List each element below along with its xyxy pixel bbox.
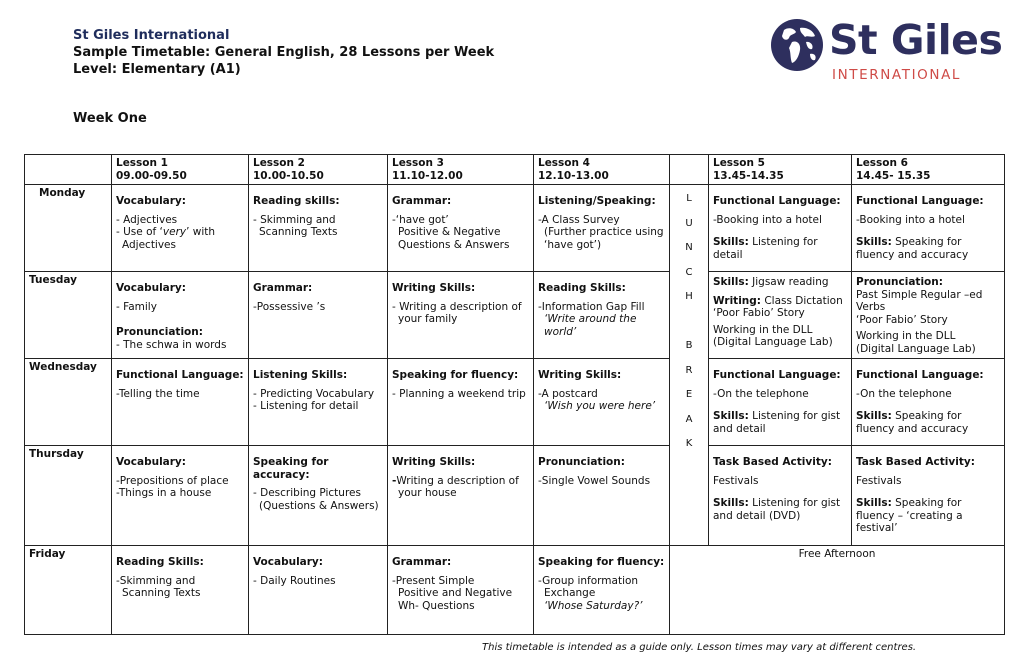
lesson-cell: Grammar: -‘have got’ Positive & Negative Questions & Answers bbox=[388, 185, 534, 272]
lesson-cell: Functional Language: -On the telephone Skills: Speaking for fluency and accuracy bbox=[852, 359, 1005, 446]
lesson-header: Lesson 3 11.10-12.00 bbox=[388, 155, 534, 185]
lesson-cell: Grammar: -Present Simple Positive and Negative Wh- Questions bbox=[388, 546, 534, 635]
lesson-header: Lesson 4 12.10-13.00 bbox=[534, 155, 670, 185]
lesson-header: Lesson 1 09.00-09.50 bbox=[112, 155, 249, 185]
table-row bbox=[25, 446, 1005, 546]
lesson-cell: Listening/Speaking: -A Class Survey (Further practice using ‘have got’) bbox=[534, 185, 670, 272]
lesson-cell: Vocabulary: -Prepositions of place -Things in a house bbox=[112, 446, 249, 546]
lesson-cell: Vocabulary: - Daily Routines bbox=[249, 546, 388, 635]
lesson-cell: Skills: Jigsaw reading Writing: Class Dictation ‘Poor Fabio’ Story Working in the DLL (Digital Language Lab) bbox=[709, 272, 852, 359]
logo-wordmark: St Giles bbox=[829, 16, 1003, 64]
lesson-cell: Writing Skills: -Writing a description of your house bbox=[388, 446, 534, 546]
lesson-cell: Writing Skills: - Writing a description of your family bbox=[388, 272, 534, 359]
lesson-header: Lesson 6 14.45- 15.35 bbox=[852, 155, 1005, 185]
level-label: Level: Elementary (A1) bbox=[73, 62, 241, 77]
lesson-cell: Vocabulary: - Adjectives - Use of ‘very’ with Adjectives bbox=[112, 185, 249, 272]
document-header bbox=[73, 27, 494, 78]
lesson-header: Lesson 2 10.00-10.50 bbox=[249, 155, 388, 185]
lesson-cell: Reading skills: - Skimming and Scanning Texts bbox=[249, 185, 388, 272]
table-row bbox=[25, 546, 1005, 635]
lesson-cell: Task Based Activity: Festivals Skills: Speaking for fluency – ‘creating a festival’ bbox=[852, 446, 1005, 546]
lesson-cell: Functional Language: -Booking into a hotel Skills: Speaking for fluency and accuracy bbox=[852, 185, 1005, 272]
lesson-cell: Reading Skills: -Information Gap Fill ‘Write around the world’ bbox=[534, 272, 670, 359]
timetable bbox=[24, 154, 1005, 635]
lesson-cell: Writing Skills: -A postcard ‘Wish you were here’ bbox=[534, 359, 670, 446]
lesson-cell: Pronunciation: Past Simple Regular –ed Verbs ‘Poor Fabio’ Story Working in the DLL (Digital Language Lab) bbox=[852, 272, 1005, 359]
free-afternoon-cell: Free Afternoon bbox=[670, 546, 1005, 635]
organisation-name: St Giles International bbox=[73, 28, 230, 43]
logo-subtitle: INTERNATIONAL bbox=[832, 67, 962, 83]
lesson-cell: Pronunciation: -Single Vowel Sounds bbox=[534, 446, 670, 546]
lesson-cell: Functional Language: -Telling the time bbox=[112, 359, 249, 446]
week-heading: Week One bbox=[73, 111, 147, 126]
day-label: Friday bbox=[25, 546, 112, 635]
day-label: Tuesday bbox=[25, 272, 112, 359]
day-label: Thursday bbox=[25, 446, 112, 546]
lesson-cell: Listening Skills: - Predicting Vocabulary - Listening for detail bbox=[249, 359, 388, 446]
lesson-cell: Speaking for accuracy: - Describing Pictures (Questions & Answers) bbox=[249, 446, 388, 546]
table-row bbox=[25, 272, 1005, 359]
timetable-title: Sample Timetable: General English, 28 Lessons per Week bbox=[73, 45, 495, 60]
lesson-cell: Speaking for fluency: -Group information Exchange ‘Whose Saturday?’ bbox=[534, 546, 670, 635]
globe-icon bbox=[770, 18, 824, 72]
footnote: This timetable is intended as a guide only. Lesson times may vary at different centres. bbox=[482, 642, 917, 653]
lesson-header: Lesson 5 13.45-14.35 bbox=[709, 155, 852, 185]
lesson-cell: Speaking for fluency: - Planning a weekend trip bbox=[388, 359, 534, 446]
lesson-cell: Functional Language: -On the telephone Skills: Listening for gist and detail bbox=[709, 359, 852, 446]
lesson-cell: Grammar: -Possessive ’s bbox=[249, 272, 388, 359]
lunch-header bbox=[670, 155, 709, 185]
lesson-cell: Reading Skills: -Skimming and Scanning Texts bbox=[112, 546, 249, 635]
corner-cell bbox=[25, 155, 112, 185]
lesson-cell: Functional Language: -Booking into a hotel Skills: Listening for detail bbox=[709, 185, 852, 272]
table-row bbox=[25, 359, 1005, 446]
st-giles-logo bbox=[770, 16, 1010, 86]
lesson-cell: Task Based Activity: Festivals Skills: Listening for gist and detail (DVD) bbox=[709, 446, 852, 546]
day-label: Monday bbox=[25, 185, 112, 272]
lesson-cell: Vocabulary: - Family Pronunciation: - The schwa in words bbox=[112, 272, 249, 359]
lunch-break-cell: L U N C H B R E A K bbox=[670, 185, 709, 546]
table-row bbox=[25, 185, 1005, 272]
header-row bbox=[25, 155, 1005, 185]
day-label: Wednesday bbox=[25, 359, 112, 446]
